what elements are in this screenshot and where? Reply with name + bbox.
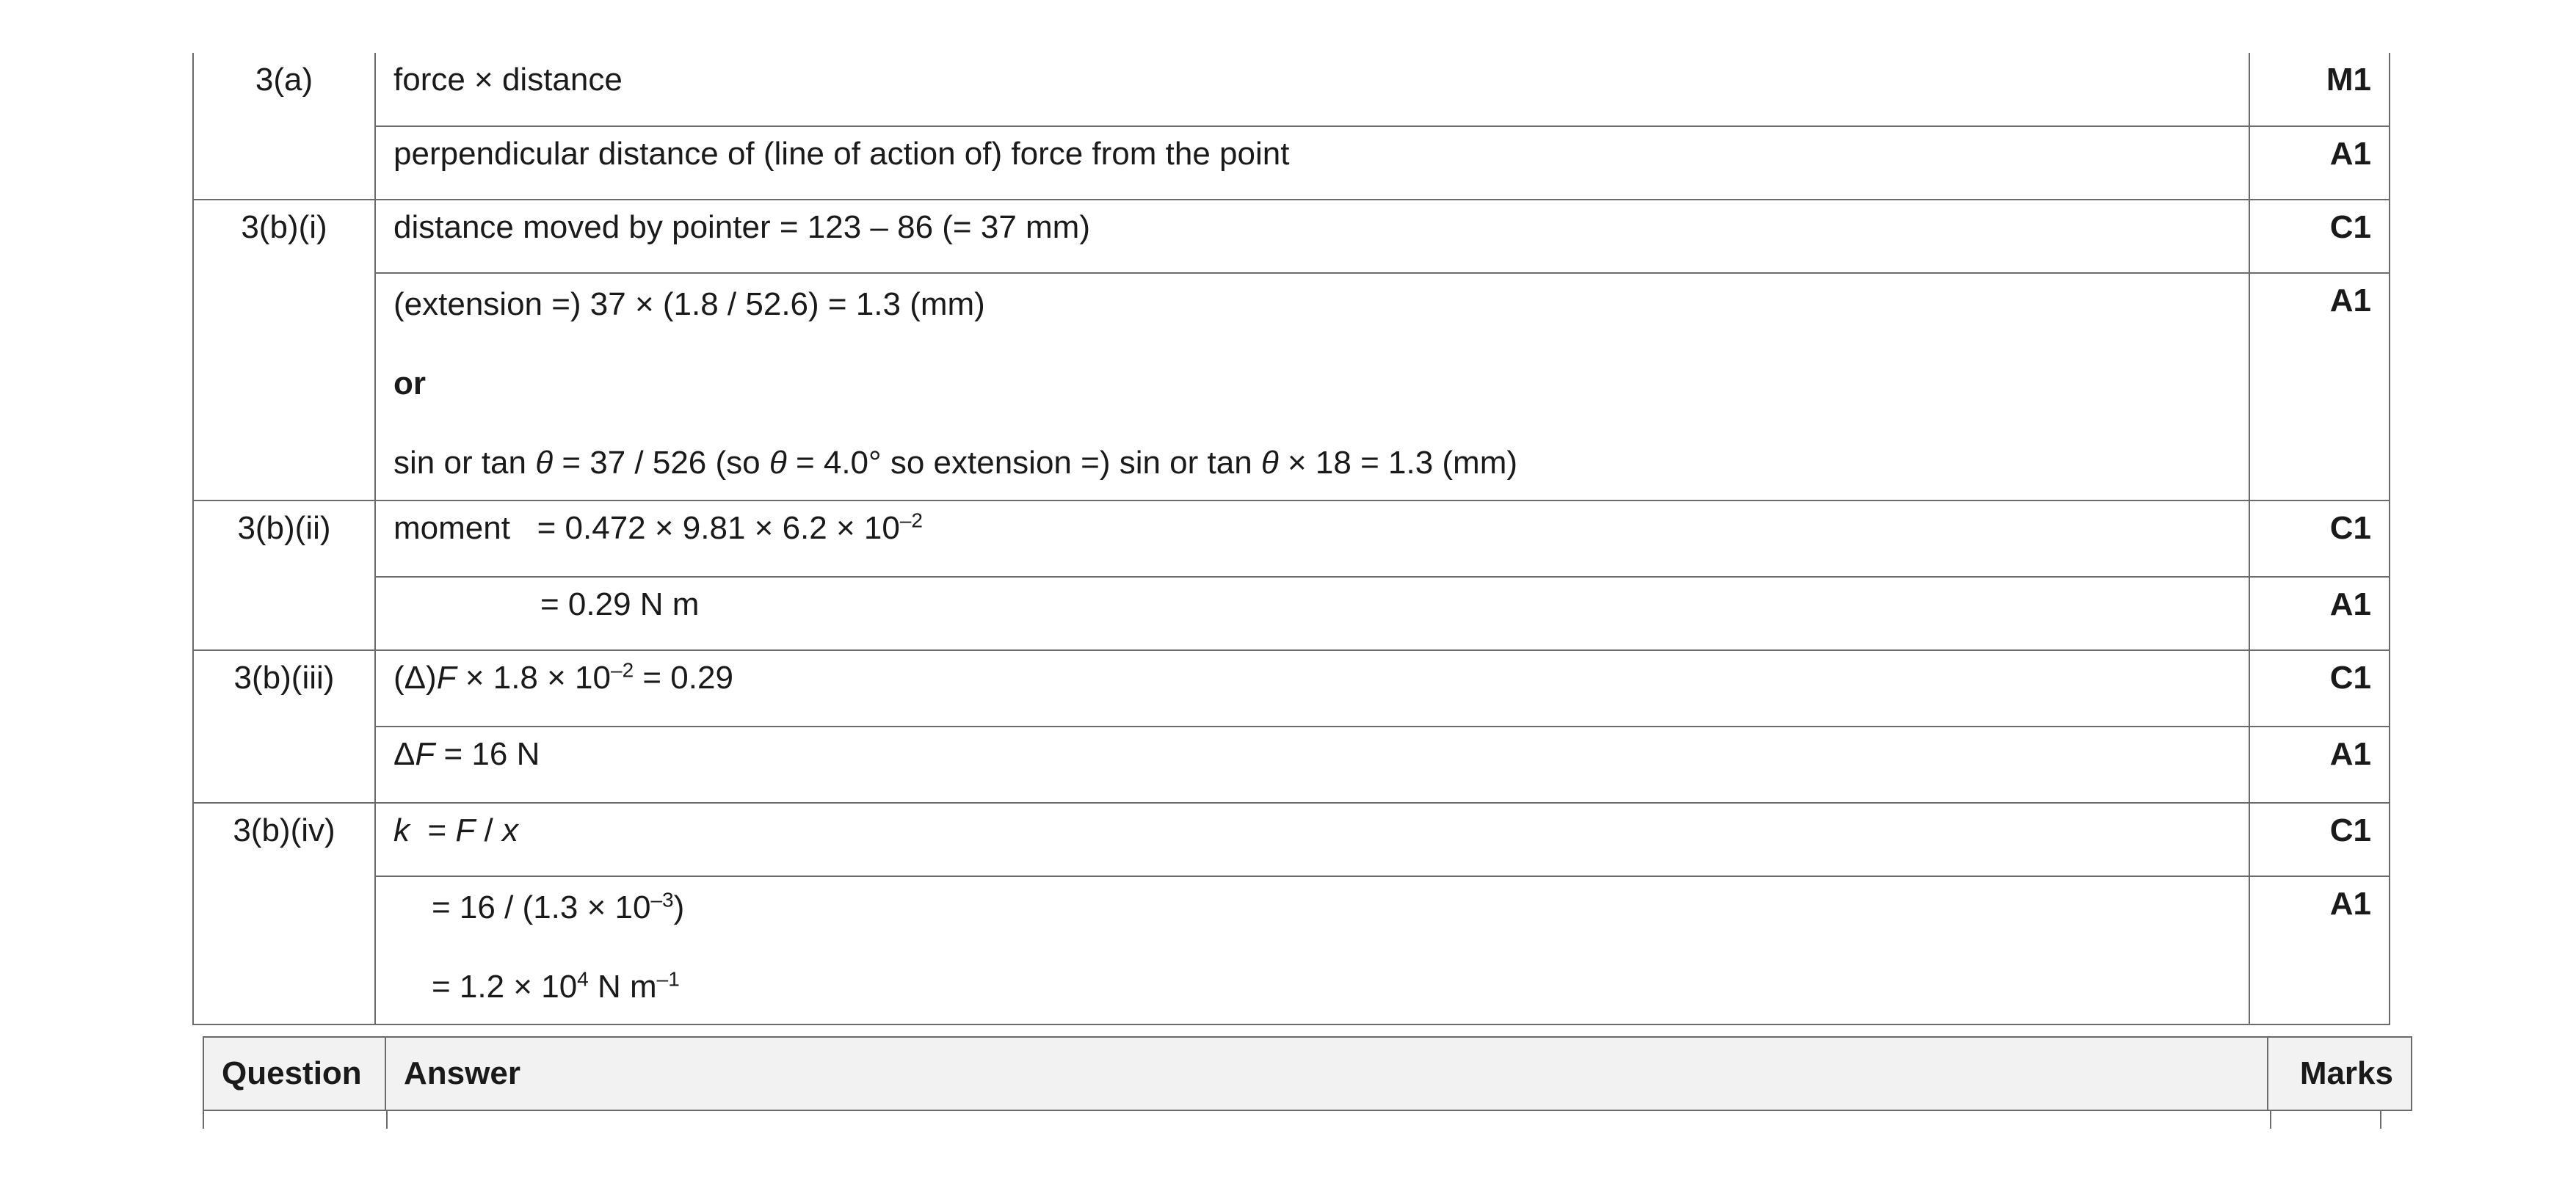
table-row xyxy=(193,500,2390,577)
table-row xyxy=(193,200,2390,273)
marks-cell xyxy=(2249,727,2390,803)
table-row xyxy=(193,53,2390,126)
theta-symbol: θ xyxy=(535,445,554,481)
answer-cell xyxy=(375,53,2249,126)
answer-line: (extension =) 37 × (1.8 / 52.6) = 1.3 (mm) xyxy=(393,286,985,322)
answer-cell xyxy=(375,803,2249,876)
answer-text: force × distance xyxy=(393,62,623,98)
mark-label: A1 xyxy=(2329,586,2371,622)
answer-cell xyxy=(375,577,2249,650)
answer-cell xyxy=(375,273,2249,500)
next-page-header xyxy=(203,1036,2412,1111)
answer-text: $(\Delta)F \times 1.8 \times 10^{-2} = 0.29$ xyxy=(393,658,733,696)
mark-label: C1 xyxy=(2329,209,2371,245)
table-row xyxy=(193,803,2390,876)
stub-row xyxy=(203,1110,2381,1129)
answer-line: sin or tan θ = 37 / 526 (so θ = 4.0° so extension =) sin or tan θ × 18 = 1.3 (mm) xyxy=(393,445,1518,481)
table-row xyxy=(193,876,2390,1024)
table-row xyxy=(193,577,2390,650)
marks-cell xyxy=(2249,577,2390,650)
theta-symbol: θ xyxy=(1260,445,1279,481)
answer-cell xyxy=(375,727,2249,803)
table-row xyxy=(193,273,2390,500)
mark-label: A1 xyxy=(2329,283,2371,318)
answer-text: k = F / x xyxy=(393,812,518,848)
answer-cell xyxy=(375,500,2249,577)
header-row xyxy=(203,1037,2412,1110)
table-row xyxy=(193,650,2390,727)
mark-label: C1 xyxy=(2329,510,2371,546)
marks-cell xyxy=(2249,200,2390,273)
marks-cell xyxy=(2249,53,2390,126)
marks-cell xyxy=(2249,650,2390,727)
answer-cell xyxy=(375,126,2249,200)
answer-cell xyxy=(375,650,2249,727)
mark-label: C1 xyxy=(2329,812,2371,848)
answer-text: ΔF = 16 N xyxy=(393,736,540,772)
header-answer: Answer xyxy=(385,1037,2268,1110)
mark-scheme-table xyxy=(192,53,2390,1025)
answer-text: = 0.29 N m xyxy=(540,586,700,622)
table-row xyxy=(193,126,2390,200)
mark-label: M1 xyxy=(2326,62,2371,98)
header-marks: Marks xyxy=(2268,1037,2412,1110)
answer-cell xyxy=(375,200,2249,273)
mark-label: A1 xyxy=(2329,886,2371,922)
marks-cell xyxy=(2249,876,2390,1024)
table-row xyxy=(193,727,2390,803)
question-cell: 3(b)(iv) xyxy=(193,803,375,1024)
header-question: Question xyxy=(203,1037,385,1110)
theta-symbol: θ xyxy=(769,445,787,481)
next-page-stub xyxy=(203,1110,2381,1129)
answer-line: = $1.2 \times 10^4$ N $m^{-1}$ xyxy=(432,967,680,1005)
question-cell: 3(b)(i) xyxy=(193,200,375,500)
question-cell: 3(a) xyxy=(193,53,375,200)
answer-text: perpendicular distance of (line of action of) force from the point xyxy=(393,136,1290,172)
marks-cell xyxy=(2249,126,2390,200)
question-cell: 3(b)(iii) xyxy=(193,650,375,803)
mark-label: C1 xyxy=(2329,660,2371,696)
answer-cell xyxy=(375,876,2249,1024)
answer-text: distance moved by pointer = 123 – 86 (= 37 mm) xyxy=(393,209,1090,245)
question-cell: 3(b)(ii) xyxy=(193,500,375,650)
answer-line: = $16 / (1.3 \times 10^{-3})$ xyxy=(432,888,685,925)
or-separator: or xyxy=(393,365,426,401)
mark-label: A1 xyxy=(2329,136,2371,172)
marks-cell xyxy=(2249,500,2390,577)
marks-cell xyxy=(2249,803,2390,876)
marks-cell xyxy=(2249,273,2390,500)
answer-text: moment = $0.472 \times 9.81 \times 6.2 \times 10^{-2}$ xyxy=(393,509,923,546)
mark-label: A1 xyxy=(2329,736,2371,772)
